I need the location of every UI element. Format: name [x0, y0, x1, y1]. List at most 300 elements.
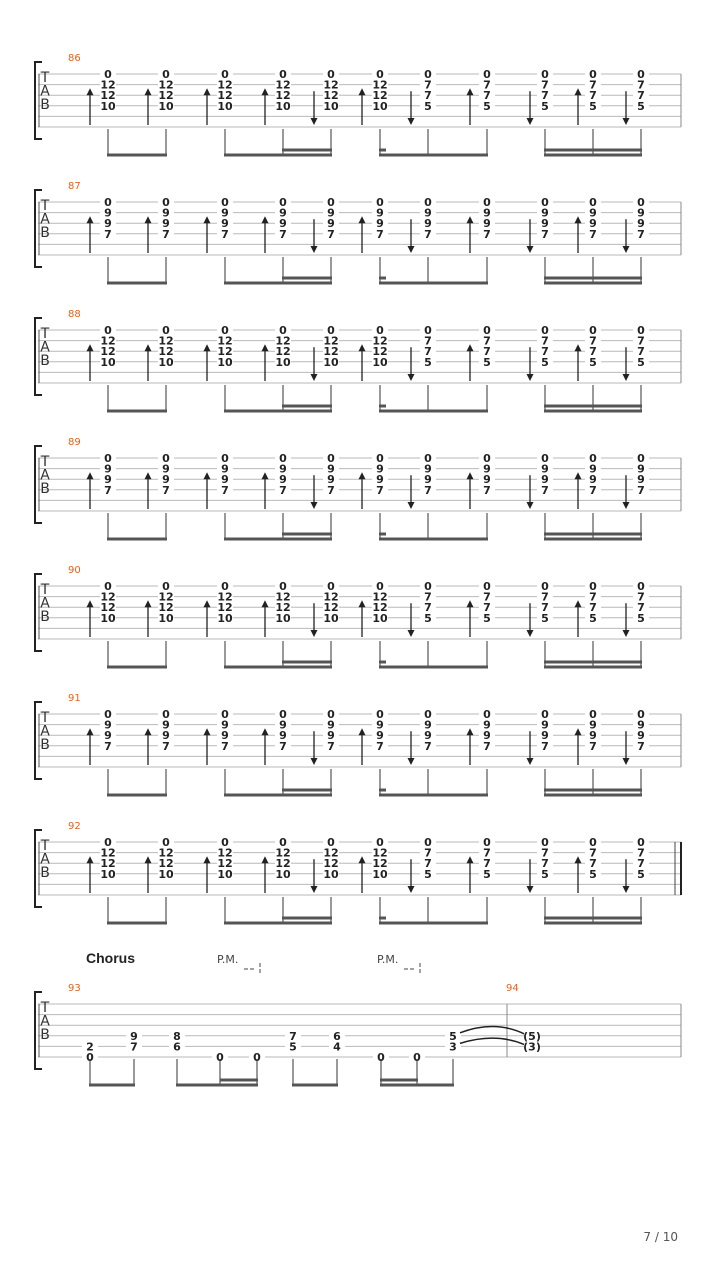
beam-secondary: [282, 405, 332, 408]
fret-number: 9: [541, 473, 549, 487]
fret-number: 7: [221, 739, 229, 753]
fret-number: 7: [541, 89, 549, 103]
strum-up-icon-head: [262, 856, 269, 863]
beam: [224, 794, 332, 797]
fret-number: 0: [541, 836, 549, 849]
fret-number: 12: [275, 590, 291, 604]
tab-clef-t: T: [40, 710, 50, 726]
beam: [379, 282, 488, 285]
strum-up-icon-head: [204, 856, 211, 863]
fret-number: 7: [637, 334, 645, 348]
strum-up-icon-head: [575, 728, 582, 735]
fret-number: 7: [483, 601, 491, 615]
fret-number: 6: [173, 1040, 181, 1054]
strum-down-icon-head: [408, 118, 415, 125]
beam: [380, 1084, 454, 1087]
tab-clef-a: A: [40, 723, 50, 740]
fret-number: 5: [483, 611, 491, 625]
strum-down-icon-head: [311, 630, 318, 637]
fret-number: 5: [483, 99, 491, 113]
fret-number: 5: [637, 355, 645, 369]
measure-number: 87: [68, 181, 81, 192]
strum-down-icon-head: [623, 630, 630, 637]
beam: [176, 1084, 258, 1087]
strum-up-icon-head: [145, 472, 152, 479]
fret-number: 7: [424, 590, 432, 604]
fret-number: 7: [104, 227, 112, 241]
fret-number: 0: [162, 324, 170, 337]
strum-down-icon-head: [623, 886, 630, 893]
fret-number: 7: [589, 78, 597, 92]
fret-number: 9: [104, 206, 112, 220]
tie-arc: [460, 1027, 524, 1034]
fret-number: 5: [541, 355, 549, 369]
fret-number: 9: [424, 729, 432, 743]
beam: [107, 282, 167, 285]
tab-clef-b: B: [40, 1027, 50, 1043]
beam-secondary: [544, 277, 642, 280]
fret-number: 7: [483, 334, 491, 348]
fret-number: 0: [216, 1051, 224, 1064]
fret-number: 12: [323, 846, 339, 860]
fret-number: 12: [217, 601, 233, 615]
fret-number: 9: [279, 217, 287, 231]
beam: [379, 154, 488, 157]
fret-number: 7: [424, 739, 432, 753]
beam: [107, 794, 167, 797]
fret-number: 12: [323, 601, 339, 615]
fret-number: 4: [333, 1040, 341, 1054]
fret-number: 0: [483, 708, 491, 721]
tab-clef-t: T: [40, 198, 50, 214]
fret-number: 9: [483, 462, 491, 476]
fret-number: 5: [289, 1040, 297, 1054]
strum-up-icon-head: [87, 600, 94, 607]
fret-number: 9: [104, 462, 112, 476]
fret-number: 7: [637, 846, 645, 860]
fret-number: 9: [327, 729, 335, 743]
fret-number: 12: [372, 345, 388, 359]
beam-secondary: [282, 533, 332, 536]
fret-number: 7: [637, 739, 645, 753]
tab-clef-a: A: [40, 595, 50, 612]
fret-number: 7: [541, 590, 549, 604]
strum-up-icon-head: [575, 344, 582, 351]
fret-number: 12: [100, 590, 116, 604]
fret-number: 7: [589, 89, 597, 103]
fret-number: 7: [589, 334, 597, 348]
fret-number: 5: [541, 611, 549, 625]
fret-number: 9: [327, 462, 335, 476]
fret-number: 9: [221, 462, 229, 476]
fret-number: 9: [221, 206, 229, 220]
fret-number: 0: [483, 68, 491, 81]
measure-number: 89: [68, 437, 81, 448]
fret-number: 7: [637, 78, 645, 92]
fret-number: 12: [323, 857, 339, 871]
fret-number: 7: [483, 483, 491, 497]
fret-number: 7: [541, 601, 549, 615]
fret-number: 7: [589, 857, 597, 871]
fret-number: 9: [376, 729, 384, 743]
fret-number: 5: [541, 99, 549, 113]
fret-number: 12: [217, 345, 233, 359]
tab-clef-b: B: [40, 737, 50, 753]
fret-number: 9: [589, 473, 597, 487]
fret-number: 12: [372, 857, 388, 871]
strum-down-icon-head: [408, 758, 415, 765]
tab-clef-a: A: [40, 211, 50, 228]
strum-up-icon-head: [262, 472, 269, 479]
fret-number: 0: [376, 324, 384, 337]
tab-clef-t: T: [40, 1000, 50, 1016]
tab-clef-b: B: [40, 225, 50, 241]
palm-mute-extent: [244, 963, 260, 975]
strum-up-icon-head: [204, 344, 211, 351]
fret-number: 0: [589, 452, 597, 465]
fret-number: 0: [327, 452, 335, 465]
fret-number: 9: [376, 462, 384, 476]
fret-number: 9: [424, 718, 432, 732]
fret-number: 7: [279, 739, 287, 753]
fret-number: 8: [173, 1029, 181, 1043]
strum-up-icon-head: [204, 88, 211, 95]
fret-number: 7: [424, 601, 432, 615]
fret-number: 9: [483, 718, 491, 732]
tab-clef-b: B: [40, 353, 50, 369]
fret-number: 0: [162, 68, 170, 81]
fret-number: 12: [275, 345, 291, 359]
fret-number: 0: [279, 324, 287, 337]
fret-number: 0: [279, 580, 287, 593]
fret-number: 12: [275, 846, 291, 860]
fret-number: 9: [130, 1029, 138, 1043]
strum-up-icon-head: [262, 88, 269, 95]
fret-number: 12: [158, 601, 174, 615]
fret-number: 9: [279, 718, 287, 732]
fret-number: 9: [162, 462, 170, 476]
fret-number: 9: [162, 729, 170, 743]
fret-number: 10: [275, 611, 291, 625]
beam: [379, 922, 488, 925]
tab-clef-b: B: [40, 97, 50, 113]
beam: [89, 1084, 135, 1087]
fret-number: 9: [162, 217, 170, 231]
fret-number: 5: [589, 355, 597, 369]
fret-number: 9: [376, 206, 384, 220]
strum-down-icon-head: [408, 630, 415, 637]
fret-number: 9: [162, 718, 170, 732]
strum-up-icon-head: [145, 216, 152, 223]
fret-number: 7: [162, 739, 170, 753]
fret-number: 5: [589, 99, 597, 113]
fret-number: 0: [327, 836, 335, 849]
fret-number: 0: [104, 580, 112, 593]
fret-number: 10: [100, 99, 116, 113]
strum-down-icon-head: [408, 246, 415, 253]
strum-down-icon-head: [311, 502, 318, 509]
fret-number: 0: [541, 452, 549, 465]
fret-number: 5: [424, 99, 432, 113]
fret-number: 0: [327, 708, 335, 721]
fret-number: 0: [424, 836, 432, 849]
fret-number: 7: [541, 857, 549, 871]
strum-up-icon-head: [204, 216, 211, 223]
beam: [107, 538, 167, 541]
fret-number: 0: [221, 324, 229, 337]
strum-up-icon-head: [359, 216, 366, 223]
fret-number: 7: [483, 857, 491, 871]
strum-down-icon-head: [623, 502, 630, 509]
fret-number: 12: [217, 78, 233, 92]
fret-number: 12: [100, 601, 116, 615]
page-number: 7 / 10: [643, 1230, 678, 1244]
fret-number: 0: [541, 324, 549, 337]
strum-up-icon-head: [467, 88, 474, 95]
fret-number: 7: [279, 483, 287, 497]
fret-number: 10: [158, 611, 174, 625]
fret-number: 9: [104, 729, 112, 743]
fret-number: 9: [221, 718, 229, 732]
strum-up-icon-head: [87, 728, 94, 735]
beam: [379, 538, 488, 541]
fret-number: 9: [483, 217, 491, 231]
measure-number: 93: [68, 983, 81, 994]
fret-number: 0: [327, 196, 335, 209]
fret-number: 7: [327, 227, 335, 241]
fret-number: 7: [483, 739, 491, 753]
beam-secondary: [282, 917, 332, 920]
fret-number: 9: [637, 729, 645, 743]
fret-number: 0: [162, 708, 170, 721]
fret-number: 0: [637, 452, 645, 465]
fret-number: 12: [217, 590, 233, 604]
tab-clef-b: B: [40, 481, 50, 497]
beam: [224, 922, 332, 925]
fret-number: 10: [323, 611, 339, 625]
section-label-chorus: Chorus: [86, 950, 135, 966]
fret-number: 7: [589, 590, 597, 604]
fret-number: 12: [217, 846, 233, 860]
fret-number: 7: [376, 227, 384, 241]
fret-number: 9: [279, 473, 287, 487]
fret-number: 5: [637, 867, 645, 881]
fret-number: 12: [275, 857, 291, 871]
fret-number: 7: [483, 846, 491, 860]
strum-up-icon-head: [87, 856, 94, 863]
fret-number: 7: [483, 89, 491, 103]
fret-number: 9: [279, 462, 287, 476]
fret-number: 0: [424, 196, 432, 209]
tab-clef-a: A: [40, 83, 50, 100]
fret-number: 7: [424, 857, 432, 871]
fret-number: 7: [221, 227, 229, 241]
fret-number: 9: [221, 729, 229, 743]
strum-up-icon-head: [467, 728, 474, 735]
strum-up-icon-head: [359, 88, 366, 95]
fret-number: 0: [162, 836, 170, 849]
strum-up-icon-head: [359, 472, 366, 479]
fret-number: 12: [275, 601, 291, 615]
fret-number: 10: [323, 867, 339, 881]
fret-number: 9: [424, 462, 432, 476]
strum-down-icon-head: [311, 118, 318, 125]
fret-number: 12: [217, 334, 233, 348]
strum-up-icon-head: [262, 344, 269, 351]
fret-number: 12: [100, 846, 116, 860]
measure-number: 94: [506, 983, 519, 994]
strum-down-icon-head: [527, 118, 534, 125]
fret-number: 0: [104, 708, 112, 721]
fret-number: 6: [333, 1029, 341, 1043]
strum-down-icon-head: [527, 246, 534, 253]
fret-number: 0: [162, 452, 170, 465]
strum-up-icon-head: [467, 856, 474, 863]
fret-number: 0: [279, 836, 287, 849]
fret-number: 0: [483, 580, 491, 593]
fret-number: 0: [327, 324, 335, 337]
strum-up-icon-head: [87, 88, 94, 95]
fret-number: 5: [637, 99, 645, 113]
fret-number: 0: [424, 68, 432, 81]
tie-arc: [460, 1038, 524, 1044]
tab-clef-a: A: [40, 1013, 50, 1030]
fret-number: 9: [376, 217, 384, 231]
tab-clef-a: A: [40, 339, 50, 356]
fret-number: 7: [483, 78, 491, 92]
fret-number: 12: [100, 89, 116, 103]
strum-up-icon-head: [145, 88, 152, 95]
fret-number: 12: [323, 78, 339, 92]
fret-number: 0: [424, 324, 432, 337]
beam: [224, 282, 332, 285]
fret-number: 12: [158, 857, 174, 871]
fret-number: 0: [637, 836, 645, 849]
fret-number: 10: [217, 355, 233, 369]
fret-number: 9: [637, 462, 645, 476]
beam-secondary: [282, 277, 332, 280]
beam: [544, 282, 642, 285]
strum-down-icon-head: [623, 118, 630, 125]
tab-clef-t: T: [40, 454, 50, 470]
fret-number: 7: [376, 483, 384, 497]
fret-number: 10: [158, 355, 174, 369]
fret-number: 0: [221, 68, 229, 81]
fret-number: 7: [541, 78, 549, 92]
fret-number: 9: [327, 206, 335, 220]
strum-up-icon-head: [467, 216, 474, 223]
fret-number: 12: [217, 857, 233, 871]
fret-number: 7: [162, 483, 170, 497]
fret-number: 9: [327, 718, 335, 732]
fret-number: 10: [158, 867, 174, 881]
strum-down-icon-head: [527, 374, 534, 381]
fret-number: 7: [637, 227, 645, 241]
strum-down-icon-head: [408, 502, 415, 509]
fret-number: 0: [221, 452, 229, 465]
fret-number: 7: [589, 227, 597, 241]
fret-number: 12: [217, 89, 233, 103]
fret-number: 9: [221, 217, 229, 231]
fret-number: 5: [483, 355, 491, 369]
beam: [544, 922, 642, 925]
tab-clef-a: A: [40, 851, 50, 868]
fret-number: 0: [279, 452, 287, 465]
fret-number: 7: [289, 1029, 297, 1043]
fret-number: 9: [221, 473, 229, 487]
fret-number: 12: [323, 345, 339, 359]
fret-number: (3): [523, 1040, 541, 1054]
strum-up-icon-head: [467, 600, 474, 607]
strum-up-icon-head: [575, 216, 582, 223]
fret-number: 0: [104, 196, 112, 209]
palm-mute-extent: [404, 963, 420, 975]
tab-clef-t: T: [40, 326, 50, 342]
fret-number: 9: [424, 206, 432, 220]
fret-number: 10: [275, 355, 291, 369]
fret-number: 7: [483, 227, 491, 241]
fret-number: 12: [275, 334, 291, 348]
fret-number: 0: [589, 324, 597, 337]
fret-number: 0: [589, 708, 597, 721]
fret-number: 7: [589, 345, 597, 359]
fret-number: 7: [637, 601, 645, 615]
fret-number: 12: [372, 78, 388, 92]
beam: [292, 1084, 338, 1087]
beam: [544, 666, 642, 669]
fret-number: 7: [589, 846, 597, 860]
strum-down-icon-head: [311, 758, 318, 765]
fret-number: 9: [424, 473, 432, 487]
strum-up-icon-head: [575, 472, 582, 479]
fret-number: 0: [424, 452, 432, 465]
fret-number: 0: [637, 580, 645, 593]
fret-number: 12: [372, 601, 388, 615]
fret-number: 0: [376, 452, 384, 465]
fret-number: 5: [589, 867, 597, 881]
fret-number: 9: [637, 206, 645, 220]
fret-number: 7: [637, 590, 645, 604]
fret-number: 0: [279, 68, 287, 81]
strum-up-icon-head: [359, 728, 366, 735]
beam: [107, 410, 167, 413]
beam-hook: [379, 149, 386, 152]
fret-number: 7: [589, 483, 597, 497]
fret-number: 12: [372, 846, 388, 860]
fret-number: 7: [424, 334, 432, 348]
fret-number: 9: [589, 206, 597, 220]
measure-number: 92: [68, 821, 81, 832]
fret-number: 7: [162, 227, 170, 241]
fret-number: 7: [637, 483, 645, 497]
fret-number: 9: [637, 217, 645, 231]
fret-number: 0: [327, 68, 335, 81]
strum-up-icon-head: [467, 472, 474, 479]
fret-number: 0: [279, 196, 287, 209]
fret-number: 0: [162, 580, 170, 593]
beam-hook: [379, 789, 386, 792]
fret-number: 9: [327, 473, 335, 487]
fret-number: 10: [217, 611, 233, 625]
fret-number: 5: [637, 611, 645, 625]
fret-number: 9: [104, 718, 112, 732]
beam-hook: [379, 405, 386, 408]
fret-number: 12: [275, 89, 291, 103]
fret-number: 7: [424, 227, 432, 241]
beam-hook: [379, 917, 386, 920]
fret-number: 12: [158, 89, 174, 103]
fret-number: 7: [541, 345, 549, 359]
